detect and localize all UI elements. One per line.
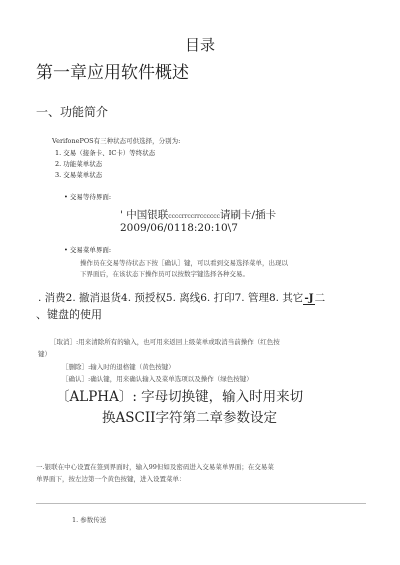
footer-item: 1. 参数传送 xyxy=(72,516,107,524)
menu-desc-line: 下界面后，在该状态下操作员可以按数字键选择各种交易。 xyxy=(80,270,249,278)
key-delete-line: ［删除］:输入时的退格键（黄色按键） xyxy=(62,363,175,371)
section2-title: 、键盘的使用 xyxy=(36,308,102,321)
state-item: 3. 交易菜单状态 xyxy=(55,171,103,179)
menu-items-suffix: 二 xyxy=(314,292,326,304)
key-cancel-line: ［取消］:用来清除所有的输入，也可用来返回上级菜单或取消当前操作（红色按 xyxy=(50,338,280,346)
key-cancel-cont: 键） xyxy=(38,350,51,358)
state-item: 2. 功能菜单状态 xyxy=(55,160,103,168)
menu-desc-line: 操作员在交易等待状态下按［确认］键，可以看到交易选择菜单，出现以 xyxy=(80,259,288,267)
menu-items-box: -J xyxy=(304,292,314,304)
intro-text: VerifonePOS有三种状态可供选择，分别为: xyxy=(52,137,181,145)
menu-label: • 交易菜单界面: xyxy=(64,246,112,254)
alpha-key-line1: 〔ALPHA〕: 字母切换键，输入时用来切 xyxy=(56,389,304,405)
state-item: 1. 交易（接条卡、IC卡）等终状态 xyxy=(55,149,156,157)
standby-small: ccccrrccrrcccccc xyxy=(168,213,221,220)
alpha-key-line2: 换ASCII字符第二章参数设定 xyxy=(102,410,277,426)
chapter1-title: 第一章应用软件概述 xyxy=(36,63,189,83)
param-paragraph-line: 单界面下，按左边第一个黄色按键，进入设置菜单： xyxy=(36,475,186,483)
toc-title: 目录 xyxy=(184,36,215,54)
divider xyxy=(36,503,366,504)
param-paragraph-line: 一.银联在中心设置在签到界面时，输入99但如及密码进入交易菜单界面；在交易菜 xyxy=(36,463,274,471)
menu-items-text: . 消费2. 撤消退货4. 预授权5. 离线6. 打印7. 管理8. 其它 xyxy=(38,292,304,304)
standby-suffix: 请刷卡/插卡 xyxy=(220,209,277,221)
section1-title: 一、功能简介 xyxy=(36,105,109,119)
standby-screen-line1 xyxy=(120,207,276,222)
standby-label: • 交易等待界面: xyxy=(64,193,112,201)
standby-prefix: ' 中国银联 xyxy=(120,209,169,221)
menu-items-line xyxy=(38,290,325,305)
key-confirm-line: ［确认］:确认键，用来确认输入及菜单选项以及操作（绿色按键） xyxy=(62,375,253,383)
standby-screen-line2: 2009/06/0118:20:10\7 xyxy=(120,222,238,234)
